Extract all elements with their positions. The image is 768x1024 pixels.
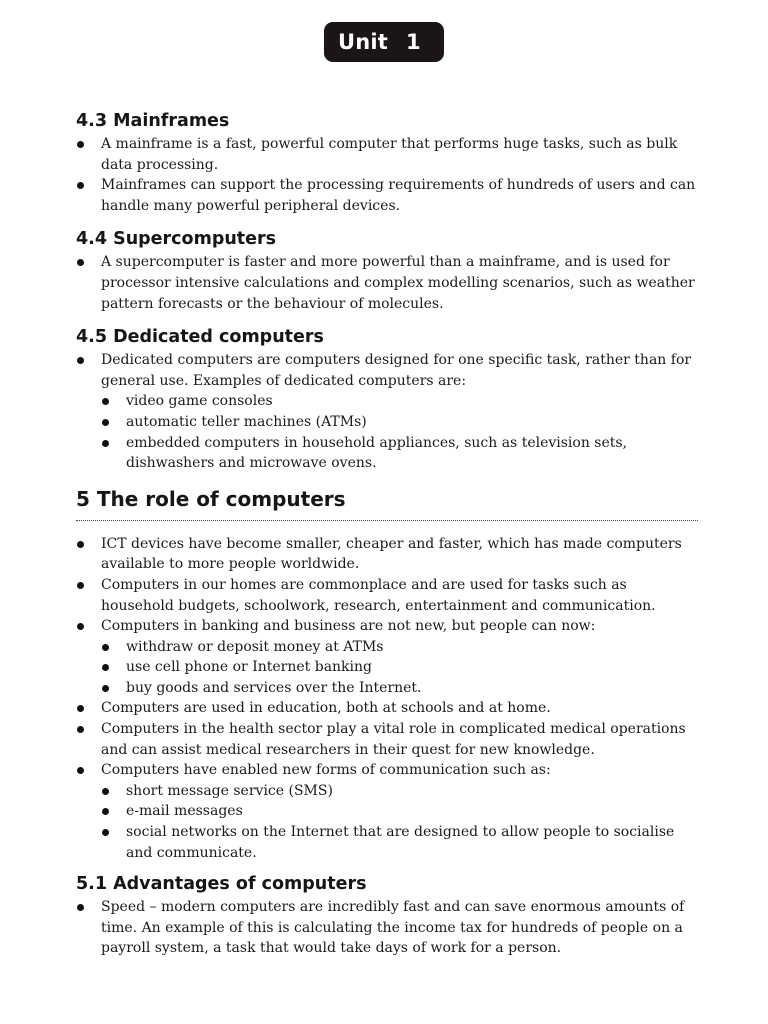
bullet-icon: [102, 685, 109, 692]
bullet-icon: [102, 644, 109, 651]
bullet-icon: [77, 705, 84, 712]
section-title-dedicated: 4.5 Dedicated computers: [76, 327, 324, 348]
list-item: [76, 897, 698, 959]
list-item-text: e-mail messages: [126, 803, 243, 820]
bullet-icon: [77, 904, 84, 911]
list-item-text: social networks on the Internet that are designed to allow people to socialise and communicate.: [126, 824, 675, 861]
section-role-of-computers: [76, 484, 698, 864]
bullet-icon: [102, 440, 109, 447]
list-item-text: Dedicated computers are computers designed for one specific task, rather than for general use. Examples of dedicated computers are:: [101, 352, 692, 389]
list-item-text: ICT devices have become smaller, cheaper and faster, which has made computers available to more people worldwide.: [101, 535, 682, 573]
list-item-text: Mainframes can support the processing requirements of hundreds of users and can handle many powerful peripheral devices.: [101, 177, 696, 214]
bullet-icon: [77, 259, 84, 266]
page-content: [76, 108, 698, 969]
bullet-icon: [77, 623, 84, 630]
list-item: [76, 252, 698, 314]
section-title-mainframes: 4.3 Mainframes: [76, 111, 230, 131]
list-item-text: Computers in the health sector play a vital role in complicated medical operations and can assist medical researchers in their quest for new knowledge.: [101, 721, 686, 758]
bullet-icon: [77, 357, 84, 364]
sub-list-item: [76, 412, 698, 433]
sub-list-item: [76, 637, 698, 658]
bullet-icon: [102, 808, 109, 815]
sub-list-item: [76, 657, 698, 678]
list-item: [76, 616, 698, 637]
list-item-text: Computers in our homes are commonplace and are used for tasks such as household budgets, schoolwork, research, entertainment and communication.: [101, 576, 656, 614]
list-item: [76, 134, 698, 175]
section-mainframes: [76, 108, 698, 216]
bullet-icon: [102, 419, 109, 426]
dotted-divider: [76, 520, 698, 521]
bullet-list: [76, 897, 698, 959]
sub-list-item: [76, 433, 698, 474]
list-item: [76, 534, 698, 575]
list-item-text: embedded computers in household appliances, such as television sets, dishwashers and microwave ovens.: [126, 434, 628, 472]
section-title-supercomputers: 4.4 Supercomputers: [76, 229, 277, 250]
section-dedicated-computers: [76, 324, 698, 474]
bullet-list: [76, 350, 698, 474]
sub-list-item: [76, 801, 698, 822]
bullet-icon: [77, 726, 84, 733]
bullet-list: [76, 252, 698, 314]
section-title-role: 5 The role of computers: [76, 486, 346, 511]
bullet-list: [76, 134, 698, 216]
list-item: [76, 350, 698, 391]
list-item: [76, 760, 698, 781]
list-item: [76, 575, 698, 616]
bullet-icon: [102, 829, 109, 836]
section-title-advantages: 5.1 Advantages of computers: [76, 874, 367, 895]
list-item-text: buy goods and services over the Internet.: [126, 679, 422, 696]
bullet-list: [76, 534, 698, 864]
sub-list-item: [76, 822, 698, 863]
list-item: [76, 175, 698, 216]
bullet-icon: [77, 541, 84, 548]
list-item-text: Computers in banking and business are not new, but people can now:: [101, 618, 596, 635]
sub-list-item: [76, 391, 698, 412]
list-item-text: withdraw or deposit money at ATMs: [126, 638, 384, 655]
bullet-icon: [77, 582, 84, 589]
bullet-icon: [77, 141, 84, 148]
sub-list-item: [76, 678, 698, 699]
section-supercomputers: [76, 226, 698, 314]
list-item-text: Computers are used in education, both at schools and at home.: [101, 700, 551, 717]
list-item-text: use cell phone or Internet banking: [126, 659, 372, 676]
list-item-text: Computers have enabled new forms of communication such as:: [101, 762, 551, 779]
bullet-icon: [77, 182, 84, 189]
unit-number: 1: [406, 30, 421, 54]
list-item: [76, 719, 698, 760]
sub-list-item: [76, 781, 698, 802]
bullet-icon: [77, 767, 84, 774]
unit-label: Unit: [338, 30, 389, 54]
bullet-icon: [102, 788, 109, 795]
list-item-text: A mainframe is a fast, powerful computer that performs huge tasks, such as bulk data processing.: [101, 136, 678, 173]
list-item: [76, 698, 698, 719]
unit-badge: [324, 22, 444, 62]
bullet-icon: [102, 664, 109, 671]
list-item-text: Speed – modern computers are incredibly fast and can save enormous amounts of time. An example of this is calculating the income tax for hundreds of people on a payroll system, a task that would take days of work for a person.: [101, 899, 685, 957]
list-item-text: video game consoles: [126, 393, 273, 410]
list-item-text: automatic teller machines (ATMs): [126, 413, 367, 430]
bullet-icon: [102, 398, 109, 405]
list-item-text: A supercomputer is faster and more powerful than a mainframe, and is used for processor intensive calculations and complex modelling scenarios, such as weather pattern forecasts or the behaviour of molecules.: [101, 254, 695, 312]
section-advantages: [76, 871, 698, 959]
list-item-text: short message service (SMS): [126, 782, 333, 799]
